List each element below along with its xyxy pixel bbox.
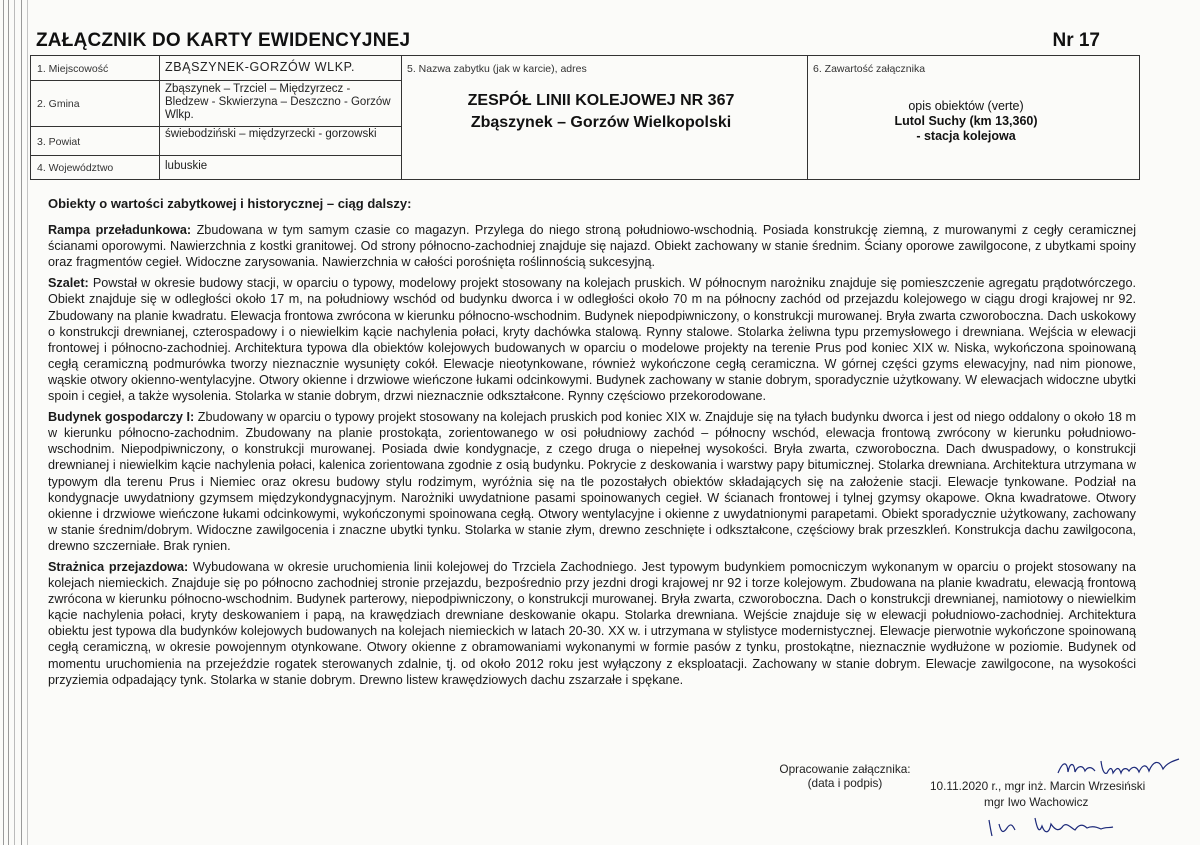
term-toilet: Szalet: [48, 276, 89, 291]
text-toilet: Powstał w okresie budowy stacji, w oparciu o typowy, modelowy projekt stosowany na kolejach pruskich. W północnym narożniku znajduje się pomieszczenie agregatu prądotwórczego. Obiekt znajduje się w odległości około 17 m, na południowy wschód od budynku dworca i w odległości około 70 m na północny zachód od przejazdu kolejowego w ciągu drogi krajowej nr 92. Zbudowany na planie kwadratu. Elewacja frontowa zwrócona w kierunku północno-wschodnim. Budynek niepodpiwniczony, o konstrukcji murowanej. Bryła zwarta czworoboczna. Dach uskokowy o konstrukcji drewnianej, czterospadowy i o niewielkim kącie nachylenia połaci, kryty dachówka stalową. Rynny stalowe. Stolarka żeliwna typu przemysłowego i drewniana. Wejścia w elewacji frontowej i północno-zachodniej. Architektura typowa dla obiektów kolejowych budowanych w oparciu o modelowe projekty na terenie Prus pod koniec XIX w. Niska, wykończona spoinowaną cegłą ceramiczną podmurówka tworzy nieznacznie wysunięty cokół. Elewacje nieotynkowane, również wykończone cegłą ceramiczna. W górnej części gzyms elewacyjny, nad nim pionowe, wąskie otwory okienno-wentylacyjne. Otwory okienne i drzwiowe wieńczone łukami odcinkowymi. Budynek zachowany w stanie dobrym, sporadycznie użytkowany. W elewacjach widoczne ubytki spoin i cegieł, a także wysolenia. Stolarka w stanie dobrym, drzwi nieznacznie odkształcone. Rynny częściowo przekorodowane. [48, 276, 1136, 404]
signature-iwo [985, 812, 1125, 840]
field-value-voivodeship: lubuskie [165, 160, 208, 172]
paragraph-toilet [48, 275, 1136, 404]
paragraph-utility-building [48, 409, 1136, 554]
signature-marcin [1055, 755, 1185, 781]
monument-name-line2: Zbąszynek – Gorzów Wielkopolski [470, 114, 732, 131]
text-crossing-house: Wybudowana w okresie uruchomienia linii kolejowej do Trzciela Zachodniego. Jest typowym budynkiem pomocniczym wykonanym w oparciu o projekt stosowany na kolejach niemieckich. Znajduje się po północno zachodniej stronie przejazdu, bezpośrednio przy jezdni drogi krajowej nr 92 i torze kolejowym. Zbudowana na planie kwadratu, elewacją frontową zwrócona w kierunku północno-wschodnim. Budynek parterowy, niepodpiwniczony, o konstrukcji murowanej. Bryła zwarta, czworoboczna. Dach o konstrukcji drewnianej, namiotowy o niewielkim kącie nachylenia połaci, kryty deskowaniem i papą, na krawędziach drewniane deskowanie okapu. Stolarka drewniana. Wejście znajduje się w elewacji południowo-zachodniej. Architektura obiektu jest typowa dla budynków kolejowych budowanych na kolejach niemieckich w latach 20-30. XX w. i utrzymana w stylistyce modernistycznej. Elewacje pierwotnie wykończone spoinowaną cegłą ceramiczną, w okresie powojennym otynkowane. Otwory okienne z obramowaniami wykonanymi w formie pasów z tynku, prostokątne, nieznacznie wydłużone w poziomie. Budynek od momentu uruchomienia na przejeździe rogatek sterowanych zdalnie, tj. od około 2012 roku jest wyłączony z eksploatacji. Zachowany w stanie dobrym. Elewacje zawilgocone, na wysokości przyziemia odpadający tynk. Stolarka w stanie dobrym. Drewno listew krawędziowych dachu zszarzałe i spękane. [48, 559, 1136, 687]
authors-date-line: 10.11.2020 r., mgr inż. Marcin Wrzesiński [930, 779, 1146, 793]
attachment-content-label: 6. Zawartość załącznika [813, 63, 926, 75]
attachment-content-line3: - stacja kolejowa [916, 129, 1016, 143]
field-label-voivodeship: 4. Województwo [37, 162, 114, 174]
attachment-content-line2: Lutol Suchy (km 13,360) [894, 114, 1038, 128]
field-label-county: 3. Powiat [37, 136, 81, 148]
field-value-locality: ZBĄSZYNEK-GORZÓW WLKP. [165, 60, 356, 74]
attachment-content-line1: opis obiektów (verte) [908, 99, 1024, 113]
paragraph-ramp [48, 222, 1136, 270]
objects-description [48, 196, 1136, 693]
document-title: ZAŁĄCZNIK DO KARTY EWIDENCYJNEJ [36, 30, 411, 51]
term-ramp: Rampa przeładunkowa: [48, 223, 192, 238]
monument-name-line1: ZESPÓŁ LINII KOLEJOWEJ NR 367 [467, 92, 735, 109]
authors-second-line: mgr Iwo Wachowicz [984, 795, 1089, 809]
monument-name-label: 5. Nazwa zabytku (jak w karcie), adres [407, 63, 587, 75]
prepared-sublabel: (data i podpis) [807, 776, 883, 790]
paragraph-crossing-house [48, 559, 1136, 688]
field-value-county: świebodziński – międzyrzecki - gorzowski [165, 128, 377, 140]
text-utility-building: Zbudowany w oparciu o typowy projekt stosowany na kolejach pruskich pod koniec XIX w. Znajduje się na tyłach budynku dworca i jest od niego oddalony o około 18 m w kierunku północno-zachodnim. Zbudowany na planie prostokąta, zorientowanego w osi południowy zachód – północny wschód, elewacja frontową zwrócony w kierunku południowo-wschodnim. Niepodpiwniczony, o konstrukcji murowanej. Posiada dwie kondygnacje, z czego druga o niepełnej wysokości. Bryła zwarta, czworoboczna. Dach dwuspadowy, o konstrukcji drewnianej i niewielkim kącie nachylenia połaci, kalenica zorientowana zgodnie z osią budynku. Pokrycie z deskowania i warstwy papy bitumicznej. Stolarka drewniana. Architektura utrzymana w typowym dla terenu Prus i Niemiec oraz okresu budowy stylu rodzimym, wyróżnia się na tle pozostałych obiektów składających się na założenie stacji. Elewacje tynkowane. Podział na kondygnacje uwydatniony gzymsem międzykondygnacyjnym. Narożniki uwydatnione pasami spoinowanych cegieł. W ścianach frontowej i tylnej gzymsy okapowe. Okna kwadratowe. Otwory okienne i drzwiowe wieńczone łukami odcinkowymi, wykończonymi spoinowana cegłą. Otwory wentylacyjne i okienne z uwydatnionymi parapetami. Obiekt sporadycznie użytkowany, zachowany w stanie średnim/dobrym. Widoczne zawilgocenia i znaczne ubytki tynku. Stolarka w stanie złym, drewno zeschnięte i odkształcone, częściowy brak przeszkleń. Konstrukcja dachu zawilgocona, drewno szczerniałe. Brak rynien. [48, 410, 1136, 553]
field-label-locality: 1. Miejscowość [37, 63, 109, 75]
authors [930, 778, 1145, 810]
field-label-commune: 2. Gmina [37, 98, 80, 110]
prepared-by-label [770, 762, 920, 790]
attachment-content [791, 99, 1141, 144]
term-utility-building: Budynek gospodarczy I: [48, 410, 195, 425]
field-value-commune: Zbąszynek – Trzciel – Międzyrzecz - Bledzew - Skwierzyna – Deszczno - Gorzów Wlkp. [165, 83, 391, 121]
monument-name [401, 90, 801, 134]
prepared-label: Opracowanie załącznika: [779, 762, 911, 776]
text-ramp: Zbudowana w tym samym czasie co magazyn. Przylega do niego stroną południowo-wschodnią. Posiada konstrukcję ziemną, z murowanymi z cegły ceramicznej ścianami oporowymi. Nawierzchnia z kostki granitowej. Od strony północno-zachodniej znajduje się najazd. Obiekt zachowany w stanie średnim. Ściany oporowe zawilgocone, z ubytkami spoiny oraz fragmentów cegieł. Widoczne zarysowania. Nawierzchnia w całości porośnięta roślinnością sukcesyjną. [48, 223, 1136, 270]
section-heading: Obiekty o wartości zabytkowej i historycznej – ciąg dalszy: [48, 196, 412, 211]
term-crossing-house: Strażnica przejazdowa: [48, 559, 189, 574]
attachment-number: Nr 17 [1052, 30, 1100, 51]
record-card-table [30, 55, 1140, 180]
